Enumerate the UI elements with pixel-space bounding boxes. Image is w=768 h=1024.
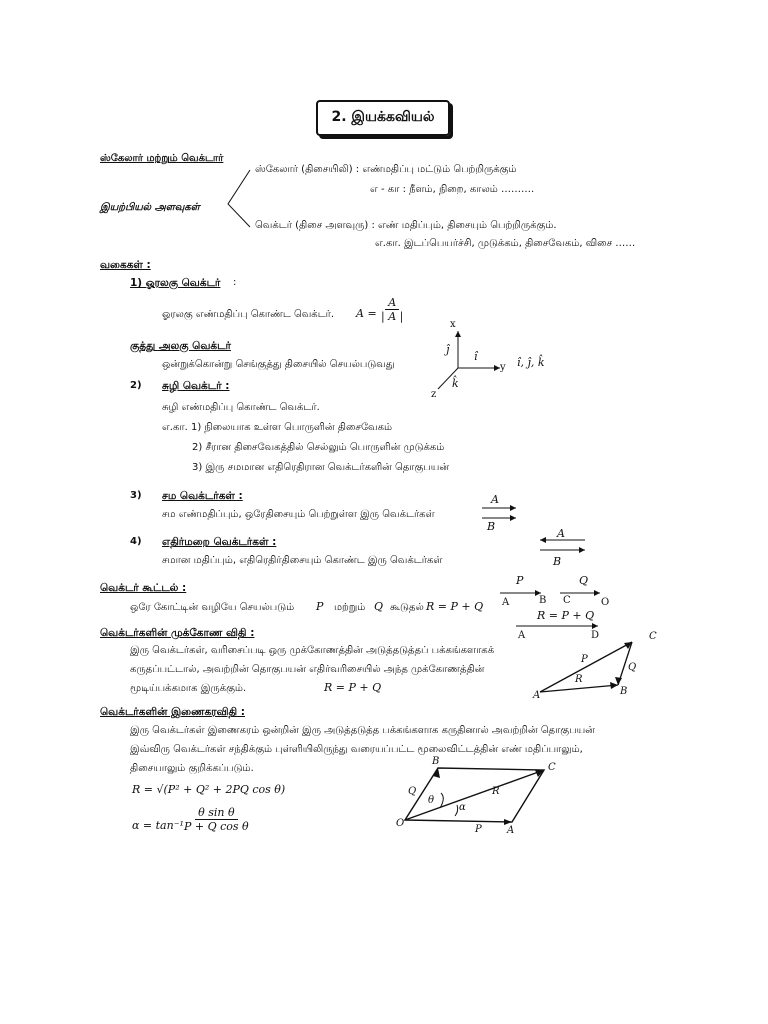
addition-diagram-d: D [591, 630, 600, 641]
addition-diagram-o: O [601, 597, 610, 608]
null-vector-definition: சுழி எண்மதிப்பு கொண்ட வெக்டர். [162, 402, 320, 413]
parallelogram-diagonal-r: R [492, 786, 500, 797]
parallelogram-law-heading: வெக்டர்களின் இணைகரவிதி : [100, 706, 245, 718]
axis-z-label: z [431, 389, 437, 400]
vector-addition-text-a: ஒரே கோட்டின் வழியே செயல்படும் [130, 602, 295, 613]
addition-diagram-a2: A [518, 630, 526, 641]
scalar-definition: ஸ்கேலார் (திசையிலி) : எண்மதிப்பு மட்டும் பெற்றிருக்கும் [255, 164, 517, 175]
triangle-side-r: R [575, 674, 583, 685]
orthogonal-unit-vectors: î, ĵ, k̂ [517, 356, 545, 369]
unit-vector-definition: ஓரலகு எண்மதிப்பு கொண்ட வெக்டர். [162, 309, 335, 320]
triangle-law-formula: R = P + Q [324, 681, 382, 694]
triangle-vertex-a: A [533, 690, 541, 701]
negative-vector-b-label: B [553, 555, 562, 568]
addition-diagram-p: P [516, 574, 524, 587]
parallelogram-alpha-numerator: θ sin θ [195, 806, 238, 820]
vector-addition-p: P [316, 600, 324, 613]
triangle-law-heading: வெக்டர்களின் முக்கோண விதி : [100, 627, 255, 639]
equal-vectors-definition: சம எண்மதிப்பும், ஒரேதிசையும் பெற்றுள்ள இரு வெக்டர்கள் [162, 509, 435, 520]
parallelogram-vertex-a: A [507, 825, 515, 836]
equal-vector-b-label: B [487, 520, 496, 533]
triangle-law-line-2: கருதப்பட்டால், அவற்றின் தொகுபயன் எதிர்வரிசையில் அந்த முக்கோணத்தின் [130, 664, 485, 675]
equal-vector-a-label: A [491, 493, 499, 506]
addition-diagram-c: C [563, 595, 571, 606]
parallelogram-alpha-lhs: α = tan⁻¹ [132, 819, 184, 832]
parallelogram-alpha-denominator: P + Q cos θ [184, 820, 249, 833]
scalar-example: எ - கா : நீளம், நிறை, காலம் ………. [370, 184, 535, 195]
parallelogram-law-line-2: இவ்விரு வெக்டர்கள் சந்திக்கும் புள்ளியிலிருந்து வரையப்பட்ட மூலைவிட்டத்தின் எண் மதிப்பாலும், [130, 744, 583, 755]
axis-k-hat: k̂ [452, 377, 459, 390]
scalar-vector-heading: ஸ்கேலார் மற்றும் வெக்டார் [100, 153, 224, 164]
unit-formula-denominator: | A | [381, 310, 404, 323]
equal-vectors-heading: சம வெக்டர்கள் : [162, 490, 243, 502]
unit-vector-heading: 1) ஓரலகு வெக்டர் [130, 277, 221, 289]
addition-diagram-b: B [539, 595, 547, 606]
addition-diagram-formula: R = P + Q [537, 609, 595, 622]
parallelogram-resultant-formula: R = √(P² + Q² + 2PQ cos θ) [132, 783, 286, 796]
vector-addition-text-b: கூடுதல் [390, 602, 424, 613]
negative-vector-a-label: A [557, 527, 565, 540]
parallelogram-law-line-3: திசையாலும் குறிக்கப்படும். [130, 763, 254, 774]
null-vector-number: 2) [130, 380, 142, 391]
triangle-law-line-1: இரு வெக்டர்கள், வரிசைப்படி ஒரு முக்கோணத்தின் அடுத்தடுத்தப் பக்கங்களாகக் [130, 645, 495, 656]
parallelogram-side-q: Q [408, 786, 417, 797]
orthogonal-unit-vector-definition: ஒன்றுக்கொன்று செங்குத்து திசையில் செயல்படுவது [162, 359, 395, 370]
null-vector-example-2: 2) சீரான திசைவேகத்தில் செல்லும் பொருளின் முடுக்கம் [192, 442, 445, 453]
types-heading: வகைகள் : [100, 259, 151, 271]
unit-formula-lhs: A = [356, 307, 377, 320]
addition-diagram-q: Q [579, 574, 589, 587]
null-vector-heading: சுழி வெக்டர் : [162, 380, 230, 392]
triangle-law-line-3: மூடிய்பக்கமாக இருக்கும். [130, 683, 247, 694]
physical-quantities-label: இயற்பியல் அளவுகள் [100, 202, 200, 213]
unit-formula-numerator: A [385, 296, 399, 310]
triangle-side-q: Q [628, 662, 637, 673]
unit-vector-colon: : [233, 277, 237, 288]
parallelogram-angle-alpha: α [459, 802, 466, 813]
parallelogram-vertex-b: B [432, 756, 440, 767]
parallelogram-side-p: P [475, 824, 482, 835]
vector-addition-heading: வெக்டர் கூட்டல் : [100, 582, 187, 594]
parallelogram-law-line-1: இரு வெக்டர்கள் இணைகரம் ஒன்றின் இரு அடுத்தடுத்த பக்கங்களாக கருதினால் அவற்றின் தொகுபயன் [130, 725, 595, 736]
parallelogram-vertex-o: O [396, 818, 405, 829]
triangle-vertex-b: B [620, 686, 628, 697]
null-vector-example-3: 3) இரு சமமான எதிரெதிரான வெக்டர்களின் தொகுபயன் [192, 462, 450, 473]
vector-definition: வெக்டர் (திசை அளவுரு) : எண் மதிப்பும், திசையும் பெற்றிருக்கும். [255, 220, 557, 231]
negative-vectors-heading: எதிர்மறை வெக்டர்கள் : [162, 536, 277, 548]
vector-addition-q: Q [374, 600, 384, 613]
vector-addition-and: மற்றும் [334, 602, 366, 613]
addition-diagram-a: A [502, 597, 510, 608]
parallelogram-angle-theta: θ [428, 795, 435, 806]
triangle-side-p: P [581, 654, 588, 665]
vector-example: எ.கா. இடப்பெயர்ச்சி, முடுக்கம், திசைவேகம், விசை …… [375, 238, 636, 249]
vector-addition-formula: R = P + Q [426, 600, 484, 613]
parallelogram-vertex-c: C [548, 762, 556, 773]
equal-vectors-number: 3) [130, 490, 142, 501]
triangle-vertex-c: C [649, 631, 657, 642]
axis-j-hat: ĵ [446, 343, 450, 356]
axis-x-label: x [450, 319, 456, 330]
axis-y-label: y [500, 362, 506, 373]
negative-vectors-definition: சமான மதிப்பும், எதிரெதிர்திசையும் கொண்ட இரு வெக்டர்கள் [162, 555, 443, 566]
chapter-title: 2. இயக்கவியல் [331, 109, 435, 125]
negative-vectors-number: 4) [130, 536, 142, 547]
null-vector-example-1: எ.கா. 1) நிலையாக உள்ள பொருளின் திசைவேகம் [162, 422, 393, 433]
orthogonal-unit-vector-heading: குத்து அலகு வெக்டர் [130, 340, 231, 352]
axis-i-hat: î [474, 350, 478, 363]
